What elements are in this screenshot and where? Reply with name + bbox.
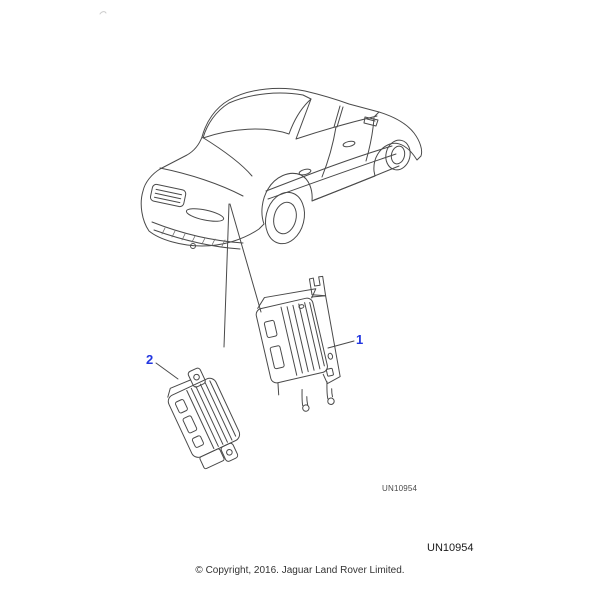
car-rear-windshield	[203, 99, 311, 138]
car-front-wheel	[383, 138, 414, 173]
car-bumper-lines	[152, 222, 243, 249]
car-door-seams	[322, 118, 374, 177]
figure-code-large: UN10954	[427, 542, 474, 554]
callout-2-leader-line	[156, 363, 178, 379]
car-door-handle-front	[343, 140, 356, 147]
print-artifact-mark	[100, 12, 106, 14]
location-pointer-lines	[224, 204, 261, 347]
callout-1-leader-line	[328, 341, 354, 348]
car-rear-light	[185, 206, 224, 224]
car-rear-wheel	[260, 188, 309, 248]
car-trunk-lines	[160, 137, 252, 196]
vehicle-illustration	[141, 88, 421, 249]
callout-1-label[interactable]: 1	[356, 332, 364, 347]
car-body-creases	[266, 146, 399, 200]
callout-2-label[interactable]: 2	[146, 352, 154, 367]
car-rear-wheel-hub	[270, 200, 299, 236]
part-1-illustration	[251, 276, 351, 417]
figure-code-small: UN10954	[382, 484, 418, 493]
part-2-illustration	[160, 363, 249, 474]
copyright-text: © Copyright, 2016. Jaguar Land Rover Limited.	[195, 565, 405, 576]
car-body-outline	[141, 88, 421, 246]
car-license-plate-recess	[150, 184, 187, 208]
